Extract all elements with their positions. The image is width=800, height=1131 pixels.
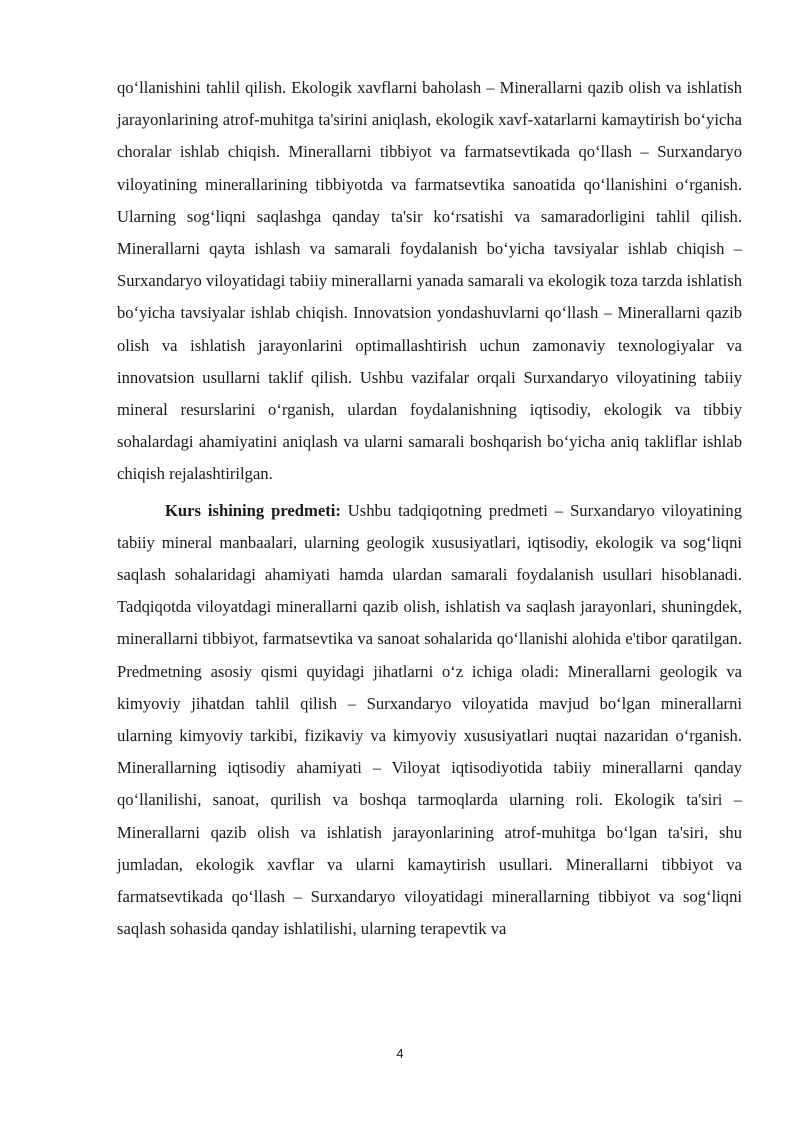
paragraph-course-subject (117, 495, 742, 946)
paragraph-tasks-continued: qo‘llanishini tahlil qilish. Ekologik xavflarni baholash – Minerallarni qazib olish va ishlatish jarayonlarining atrof-muhitga ta'sirini aniqlash, ekologik xavf-xatarlarni kamaytirish bo‘yicha choralar ishlab chiqish. Minerallarni tibbiyot va farmatsevtikada qo‘llash – Surxandaryo viloyatining minerallarining tibbiyotda va farmatsevtika sanoatida qo‘llanishini o‘rganish. Ularning sog‘liqni saqlashga qanday ta'sir ko‘rsatishi va samaradorligini tahlil qilish. Minerallarni qayta ishlash va samarali foydalanish bo‘yicha tavsiyalar ishlab chiqish – Surxandaryo viloyatidagi tabiiy minerallarni yanada samarali va ekologik toza tarzda ishlatish bo‘yicha tavsiyalar ishlab chiqish. Innovatsion yondashuvlarni qo‘llash – Minerallarni qazib olish va ishlatish jarayonlarini optimallashtirish uchun zamonaviy texnologiyalar va innovatsion usullarni taklif qilish. Ushbu vazifalar orqali Surxandaryo viloyatining tabiiy mineral resurslarini o‘rganish, ulardan foydalanishning iqtisodiy, ekologik va tibbiy sohalardagi ahamiyatini aniqlash va ularni samarali boshqarish bo‘yicha aniq takliflar ishlab chiqish rejalashtirilgan. (117, 78, 742, 484)
page-number: 4 (396, 1046, 404, 1061)
body-text (117, 72, 742, 945)
course-subject-body: Ushbu tadqiqotning predmeti – Surxandaryo viloyatining tabiiy mineral manbaalari, ularning geologik xususiyatlari, iqtisodiy, ekologik va sog‘liqni saqlash sohalaridagi ahamiyati hamda ulardan samarali foydalanish usullari hisoblanadi. Tadqiqotda viloyatdagi minerallarni qazib olish, ishlatish va saqlash jarayonlari, shuningdek, minerallarni tibbiyot, farmatsevtika va sanoat sohalarida qo‘llanishi alohida e'tibor qaratilgan. Predmetning asosiy qismi quyidagi jihatlarni o‘z ichiga oladi: Minerallarni geologik va kimyoviy jihatdan tahlil qilish – Surxandaryo viloyatida mavjud bo‘lgan minerallarni ularning kimyoviy tarkibi, fizikaviy va kimyoviy xususiyatlari nuqtai nazaridan o‘rganish. Minerallarning iqtisodiy ahamiyati – Viloyat iqtisodiyotida tabiiy minerallarni qanday qo‘llanilishi, sanoat, qurilish va boshqa tarmoqlarda ularning roli. Ekologik ta'siri – Minerallarni qazib olish va ishlatish jarayonlarining atrof-muhitga bo‘lgan ta'siri, shu jumladan, ekologik xavflar va ularni kamaytirish usullari. Minerallarni tibbiyot va farmatsevtikada qo‘llash – Surxandaryo viloyatidagi minerallarning tibbiyot va sog‘liqni saqlash sohasida qanday ishlatilishi, ularning terapevtik va (117, 500, 742, 939)
course-subject-heading: Kurs ishining predmeti: (165, 500, 341, 520)
